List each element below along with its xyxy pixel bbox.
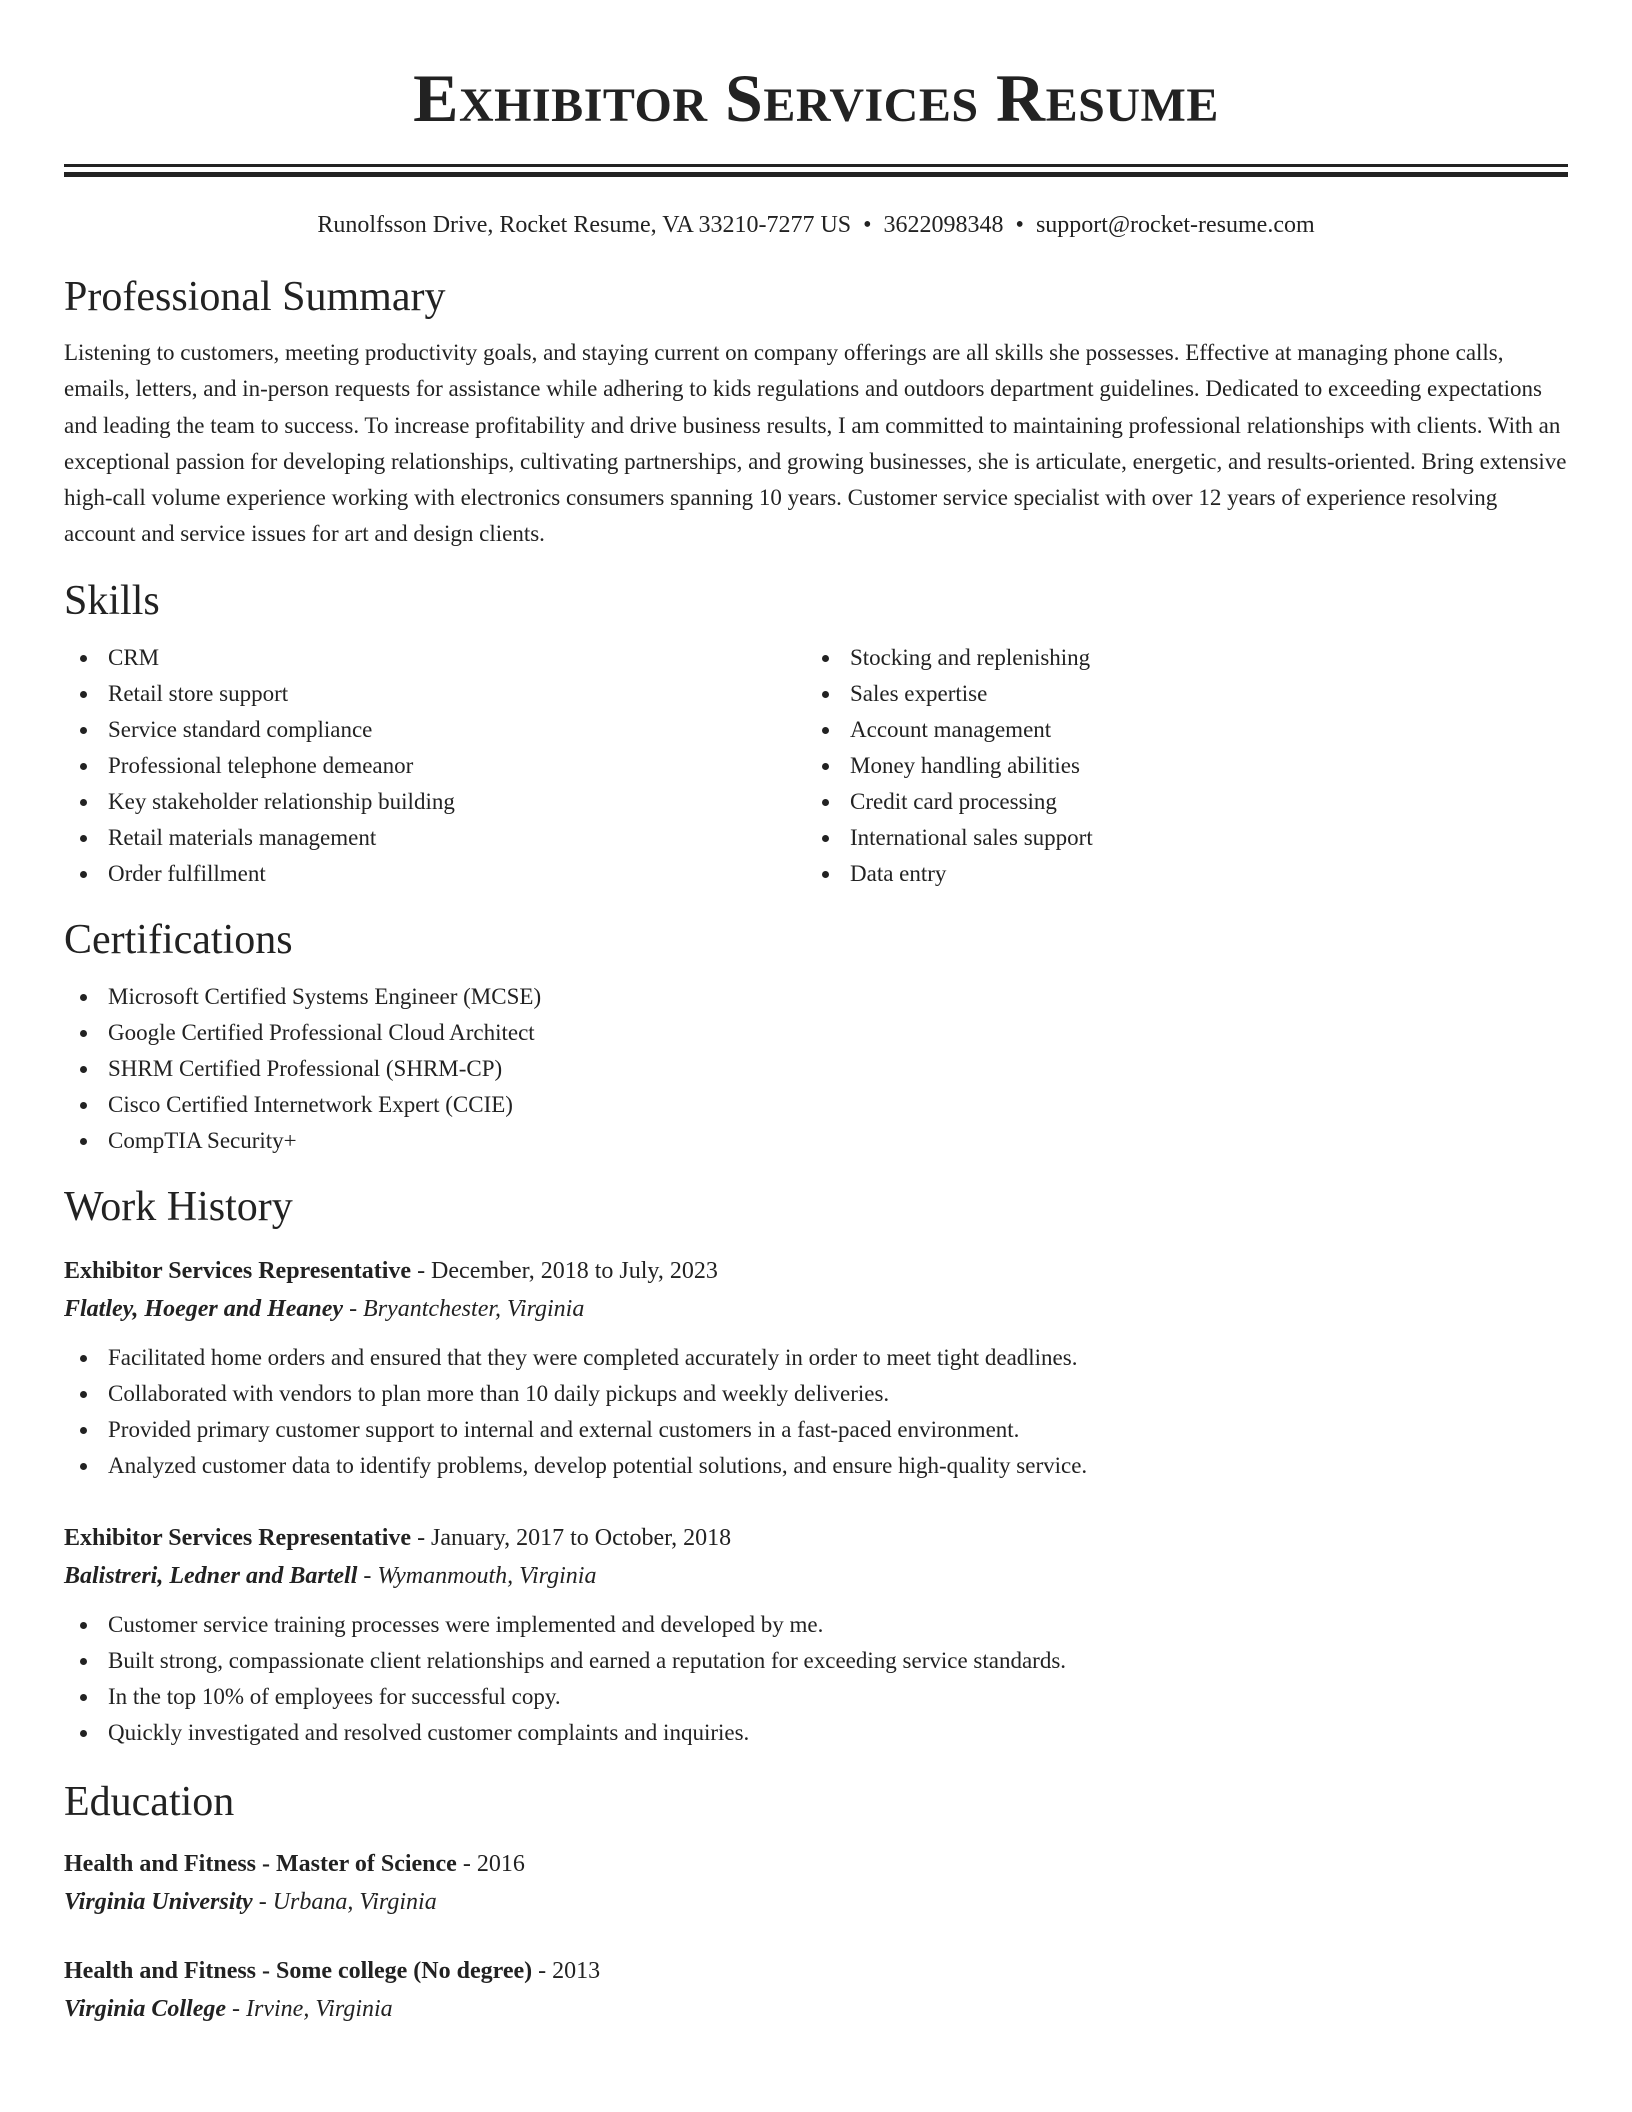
certifications-heading: Certifications xyxy=(64,916,293,963)
education-location: - Urbana, Virginia xyxy=(252,1888,437,1915)
education-degree: Health and Fitness - Some college (No degree) xyxy=(64,1957,533,1984)
skill-item: Account management xyxy=(806,712,1548,748)
education-location: - Irvine, Virginia xyxy=(226,1995,393,2022)
job-bullet: Provided primary customer support to internal and external customers in a fast-paced environment. xyxy=(64,1412,1568,1448)
job-title: Exhibitor Services Representative xyxy=(64,1524,412,1551)
skill-item: Data entry xyxy=(806,856,1548,892)
certification-item: Microsoft Certified Systems Engineer (MCSE) xyxy=(64,979,1568,1015)
education-year: - 2013 xyxy=(532,1957,601,1984)
job-title-line xyxy=(64,1519,1568,1557)
education-school-line xyxy=(64,1990,1568,2028)
education-degree-line xyxy=(64,1845,1568,1883)
education-school: Virginia College xyxy=(64,1995,227,2022)
job-company: Balistreri, Ledner and Bartell xyxy=(64,1562,358,1589)
contact-separator: • xyxy=(863,212,872,238)
job-entry xyxy=(64,1252,1568,1484)
job-bullet: Analyzed customer data to identify problems, develop potential solutions, and ensure high-quality service. xyxy=(64,1448,1568,1484)
education-school-line xyxy=(64,1883,1568,1921)
education-degree-line xyxy=(64,1952,1568,1990)
job-dates: - December, 2018 to July, 2023 xyxy=(411,1257,718,1284)
education-degree: Health and Fitness - Master of Science xyxy=(64,1850,457,1877)
skill-item: International sales support xyxy=(806,820,1548,856)
skill-item: Service standard compliance xyxy=(64,712,806,748)
contact-separator: • xyxy=(1015,212,1024,238)
skills-grid xyxy=(64,640,1568,892)
certification-item: Cisco Certified Internetwork Expert (CCIE) xyxy=(64,1087,1568,1123)
skills-left-list xyxy=(64,640,806,892)
education-entry xyxy=(64,1952,1568,2028)
skill-item: Order fulfillment xyxy=(64,856,806,892)
job-company: Flatley, Hoeger and Heaney xyxy=(64,1295,344,1322)
certification-item: CompTIA Security+ xyxy=(64,1123,1568,1159)
skill-item: Money handling abilities xyxy=(806,748,1548,784)
skill-item: Retail store support xyxy=(64,676,806,712)
job-bullet: In the top 10% of employees for successful copy. xyxy=(64,1679,1568,1715)
skill-item: Retail materials management xyxy=(64,820,806,856)
education-school: Virginia University xyxy=(64,1888,253,1915)
job-title-line xyxy=(64,1252,1568,1290)
job-bullet: Customer service training processes were implemented and developed by me. xyxy=(64,1607,1568,1643)
work-history-heading: Work History xyxy=(64,1183,293,1230)
skills-heading: Skills xyxy=(64,577,160,624)
resume-title: Exhibitor Services Resume xyxy=(413,60,1219,136)
job-bullet: Built strong, compassionate client relationships and earned a reputation for exceeding service standards. xyxy=(64,1643,1568,1679)
resume-content xyxy=(64,0,1568,2028)
job-company-line xyxy=(64,1557,1568,1595)
contact-address: Runolfsson Drive, Rocket Resume, VA 33210-7277 US xyxy=(317,212,852,238)
job-title: Exhibitor Services Representative xyxy=(64,1257,412,1284)
certifications-list xyxy=(64,979,1568,1159)
certification-item: Google Certified Professional Cloud Architect xyxy=(64,1015,1568,1051)
job-bullet: Quickly investigated and resolved customer complaints and inquiries. xyxy=(64,1715,1568,1751)
contact-email: support@rocket-resume.com xyxy=(1035,212,1315,238)
contact-line xyxy=(64,210,1568,240)
skill-item: Professional telephone demeanor xyxy=(64,748,806,784)
summary-heading: Professional Summary xyxy=(64,274,446,320)
job-dates: - January, 2017 to October, 2018 xyxy=(411,1524,732,1551)
skill-item: CRM xyxy=(64,640,806,676)
skills-right-list xyxy=(806,640,1548,892)
job-bullet: Collaborated with vendors to plan more than 10 daily pickups and weekly deliveries. xyxy=(64,1376,1568,1412)
contact-phone: 3622098348 xyxy=(883,212,1004,238)
job-bullet-list xyxy=(64,1607,1568,1751)
skill-item: Credit card processing xyxy=(806,784,1548,820)
education-year: - 2016 xyxy=(456,1850,525,1877)
skill-item: Stocking and replenishing xyxy=(806,640,1548,676)
job-location: - Bryantchester, Virginia xyxy=(343,1295,585,1322)
skill-item: Sales expertise xyxy=(806,676,1548,712)
job-bullet: Facilitated home orders and ensured that they were completed accurately in order to meet tight deadlines. xyxy=(64,1340,1568,1376)
summary-text: Listening to customers, meeting productivity goals, and staying current on company offerings are all skills she possesses. Effective at managing phone calls, emails, letters, and in-person requests for assistance while adhering to kids regulations and outdoors department guidelines. Dedicated to exceeding expectations and leading the team to success. To increase profitability and drive business results, I am committed to maintaining professional relationships with clients. With an exceptional passion for developing relationships, cultivating partnerships, and growing businesses, she is articulate, energetic, and results-oriented. Bring extensive high-call volume experience working with electronics consumers spanning 10 years. Customer service specialist with over 12 years of experience resolving account and service issues for art and design clients. xyxy=(64,340,1567,547)
job-entry xyxy=(64,1519,1568,1751)
title-rule-top xyxy=(64,164,1568,167)
certification-item: SHRM Certified Professional (SHRM-CP) xyxy=(64,1051,1568,1087)
education-heading: Education xyxy=(64,1778,235,1825)
job-bullet-list xyxy=(64,1340,1568,1484)
job-company-line xyxy=(64,1290,1568,1328)
job-location: - Wymanmouth, Virginia xyxy=(357,1562,597,1589)
education-entry xyxy=(64,1845,1568,1921)
title-rule-bottom xyxy=(64,172,1568,177)
skill-item: Key stakeholder relationship building xyxy=(64,784,806,820)
